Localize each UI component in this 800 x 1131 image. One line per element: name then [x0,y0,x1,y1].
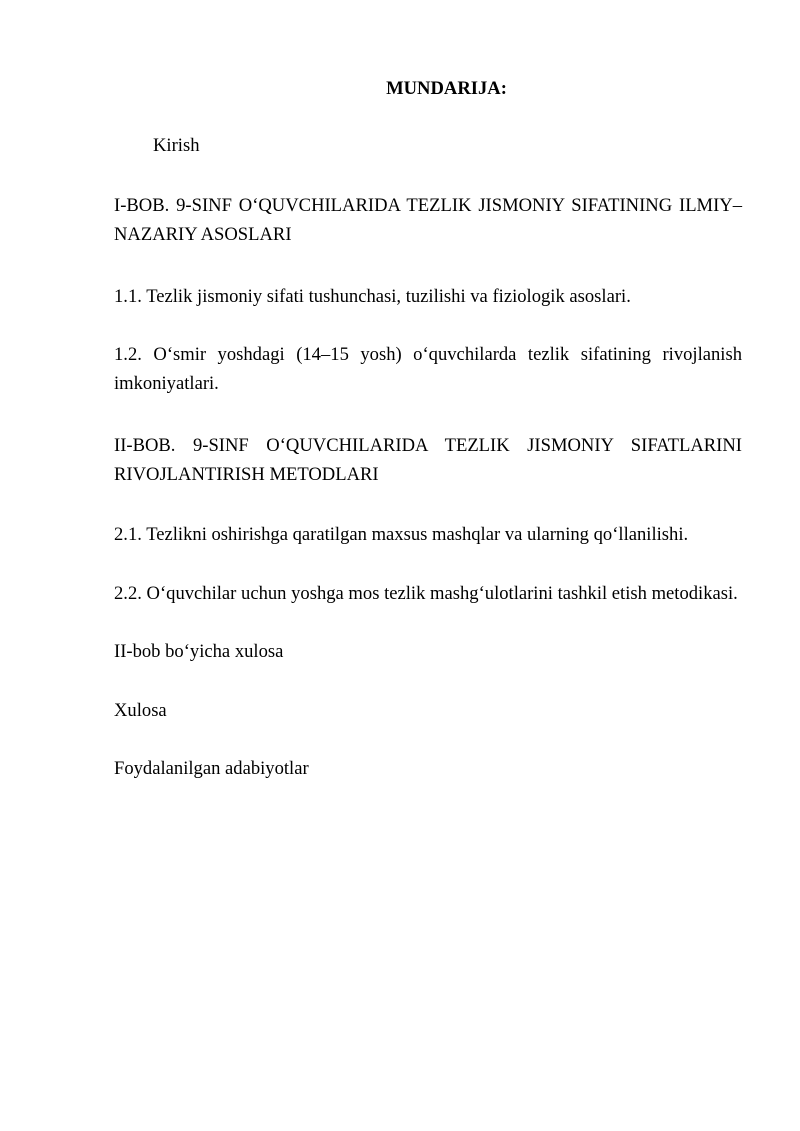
toc-entry-section-1-2 [114,340,742,398]
toc-entry-line: II-BOB. 9-SINF O‘QUVCHILARIDA TEZLIK JISMONIY SIFATLARINI [114,435,742,456]
toc-entry-section-2-2: 2.2. O‘quvchilar uchun yoshga mos tezlik mashg‘ulotlarini tashkil etish metodikasi. [114,583,738,604]
toc-entry-references: Foydalanilgan adabiyotlar [114,758,309,779]
toc-entry-line: RIVOJLANTIRISH METODLARI [114,464,379,485]
toc-entry-section-1-1: 1.1. Tezlik jismoniy sifati tushunchasi, tuzilishi va fiziologik asoslari. [114,286,631,307]
toc-entry-chapter-2-summary: II-bob bo‘yicha xulosa [114,641,284,662]
toc-entry-chapter-1 [114,191,742,249]
toc-entry-introduction: Kirish [153,135,200,156]
toc-title: MUNDARIJA: [386,78,507,99]
toc-entry-chapter-2 [114,431,742,489]
toc-entry-line: I-BOB. 9-SINF O‘QUVCHILARIDA TEZLIK JISMONIY SIFATINING ILMIY– [114,195,742,216]
toc-entry-conclusion: Xulosa [114,700,167,721]
toc-entry-line: 1.2. O‘smir yoshdagi (14–15 yosh) o‘quvchilarda tezlik sifatining rivojlanish [114,344,742,365]
toc-entry-line: imkoniyatlari. [114,373,219,394]
toc-entry-line: NAZARIY ASOSLARI [114,224,292,245]
toc-entry-section-2-1: 2.1. Tezlikni oshirishga qaratilgan maxsus mashqlar va ularning qo‘llanilishi. [114,524,689,545]
